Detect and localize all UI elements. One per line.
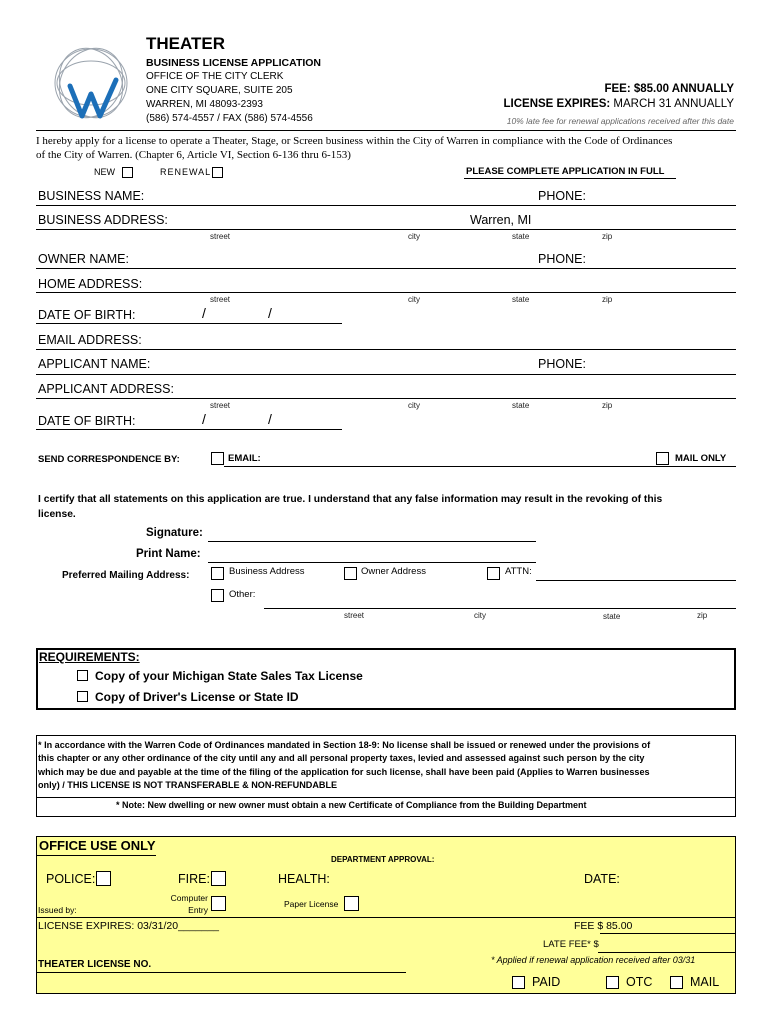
ordinance-line-4: only) / THIS LICENSE IS NOT TRANSFERABLE & NON-REFUNDABLE	[38, 780, 338, 790]
business-phone-label: PHONE:	[538, 189, 586, 203]
email-option-label: EMAIL:	[228, 453, 261, 464]
late-fee-label: LATE FEE* $	[543, 939, 599, 950]
pref-business-address-label: Business Address	[229, 566, 305, 577]
certificate-note: * Note: New dwelling or new owner must obtain a new Certificate of Compliance from the Building Department	[116, 800, 587, 810]
home-address-line[interactable]	[36, 292, 736, 293]
applicant-address-line[interactable]	[36, 398, 736, 399]
city-caption: city	[408, 295, 420, 304]
license-expires-label: LICENSE EXPIRES:	[503, 98, 611, 110]
pref-other-label: Other:	[229, 589, 256, 600]
state-caption: state	[512, 295, 530, 304]
applicant-name-line[interactable]	[36, 374, 736, 375]
zip-caption: zip	[602, 232, 613, 241]
form-title: THEATER	[146, 34, 226, 53]
req-sales-tax-checkbox[interactable]	[77, 670, 88, 681]
zip-caption: zip	[697, 611, 708, 620]
applicant-name-label: APPLICANT NAME:	[38, 357, 151, 371]
mail-only-checkbox[interactable]	[656, 452, 669, 465]
applicant-phone-label: PHONE:	[538, 357, 586, 371]
home-address-label: HOME ADDRESS:	[38, 277, 143, 291]
office-use-heading: OFFICE USE ONLY	[39, 838, 156, 853]
fee-line	[600, 933, 736, 934]
paid-label: PAID	[532, 975, 561, 989]
renewal-label: RENEWAL	[160, 167, 212, 177]
signature-label: Signature:	[146, 527, 203, 539]
dob-slash: /	[202, 305, 206, 321]
theater-license-no-label: THEATER LICENSE NO.	[38, 959, 152, 970]
preferred-mailing-label: Preferred Mailing Address:	[62, 570, 190, 581]
police-checkbox[interactable]	[96, 871, 111, 886]
street-caption: street	[210, 232, 231, 241]
street-caption: street	[210, 295, 231, 304]
street-caption: street	[210, 401, 231, 410]
office-phone: (586) 574-4557 / FAX (586) 574-4556	[146, 113, 313, 124]
mail-only-label: MAIL ONLY	[675, 453, 727, 464]
zip-caption: zip	[602, 295, 613, 304]
ordinance-line-3: which may be due and payable at the time of the filing of the application for such license, shall have been paid (Applies to Warren businesses	[38, 767, 650, 777]
police-label: POLICE:	[46, 872, 96, 886]
date-label: DATE:	[584, 872, 620, 886]
late-fee-note: 10% late fee for renewal applications received after this date	[506, 116, 734, 126]
pref-owner-address-label: Owner Address	[361, 566, 426, 577]
city-caption: city	[474, 611, 486, 620]
new-label: NEW	[94, 167, 115, 177]
issued-by-rule	[36, 917, 736, 918]
req-sales-tax-label: Copy of your Michigan State Sales Tax License	[95, 669, 363, 683]
certify-line-2: license.	[38, 509, 76, 520]
computer-entry-label	[158, 892, 208, 916]
owner-name-line[interactable]	[36, 268, 736, 269]
fire-label: FIRE:	[178, 872, 210, 886]
office-address-1: ONE CITY SQUARE, SUITE 205	[146, 85, 293, 96]
city-caption: city	[408, 401, 420, 410]
pref-other-checkbox[interactable]	[211, 589, 224, 602]
dob-slash: /	[268, 411, 272, 427]
pref-attn-checkbox[interactable]	[487, 567, 500, 580]
signature-line[interactable]	[208, 541, 536, 542]
warren-logo-icon	[50, 42, 132, 124]
late-fee-line[interactable]	[598, 952, 736, 953]
applied-if-renewal-note: * Applied if renewal application received after 03/31	[491, 955, 696, 965]
otc-checkbox[interactable]	[606, 976, 619, 989]
owner-name-label: OWNER NAME:	[38, 252, 129, 266]
zip-caption: zip	[602, 401, 613, 410]
paid-checkbox[interactable]	[512, 976, 525, 989]
ordinance-divider	[36, 797, 736, 798]
mail-checkbox[interactable]	[670, 976, 683, 989]
header-divider	[36, 130, 736, 131]
applicant-address-label: APPLICANT ADDRESS:	[38, 382, 174, 396]
department-approval-label: DEPARTMENT APPROVAL:	[331, 855, 435, 864]
ordinance-line-1: * In accordance with the Warren Code of Ordinances mandated in Section 18-9: No license shall be issued or renewed under the provisions of	[38, 740, 651, 750]
dob-slash: /	[268, 305, 272, 321]
email-checkbox[interactable]	[211, 452, 224, 465]
intro-line-1: I hereby apply for a license to operate a Theater, Stage, or Screen business within the City of Warren in compliance with the Code of Ordinances	[36, 135, 673, 147]
ordinance-line-2: this chapter or any other ordinance of the city until any and all personal property taxes, levied and assessed against such person by the city	[38, 753, 645, 763]
print-name-label: Print Name:	[136, 548, 201, 560]
pref-business-address-checkbox[interactable]	[211, 567, 224, 580]
fee-annual: FEE: $85.00 ANNUALLY	[604, 83, 734, 95]
office-use-heading-rule	[36, 855, 156, 856]
business-address-line[interactable]	[36, 229, 736, 230]
pref-attn-label: ATTN:	[505, 566, 532, 577]
business-name-label: BUSINESS NAME:	[38, 189, 145, 203]
paper-license-label: Paper License	[284, 899, 339, 909]
intro-line-2: of the City of Warren. (Chapter 6, Article VI, Section 6-136 thru 6-153)	[36, 149, 351, 161]
req-drivers-license-checkbox[interactable]	[77, 691, 88, 702]
business-address-label: BUSINESS ADDRESS:	[38, 213, 168, 227]
computer-entry-checkbox[interactable]	[211, 896, 226, 911]
state-caption: state	[512, 401, 530, 410]
mail-label: MAIL	[690, 975, 720, 989]
computer-label: Computer	[170, 893, 208, 903]
email-address-line[interactable]	[36, 349, 736, 350]
city-caption: city	[408, 232, 420, 241]
office-fee: FEE $ 85.00	[574, 920, 633, 932]
req-drivers-license-label: Copy of Driver's License or State ID	[95, 690, 299, 704]
complete-note-underline	[464, 178, 676, 179]
certify-line-1: I certify that all statements on this application are true. I understand that any false information may result in the revoking of this	[38, 494, 663, 505]
office-name: OFFICE OF THE CITY CLERK	[146, 71, 284, 82]
business-city-prefill: Warren, MI	[470, 213, 532, 227]
email-address-label: EMAIL ADDRESS:	[38, 333, 142, 347]
send-correspondence-label: SEND CORRESPONDENCE BY:	[38, 454, 180, 465]
attn-line[interactable]	[536, 580, 736, 581]
license-expires-field: LICENSE EXPIRES: 03/31/20_______	[38, 920, 219, 932]
office-address-2: WARREN, MI 48093-2393	[146, 99, 263, 110]
renewal-checkbox[interactable]	[212, 167, 223, 178]
owner-dob-label: DATE OF BIRTH:	[38, 308, 136, 322]
owner-phone-label: PHONE:	[538, 252, 586, 266]
new-checkbox[interactable]	[122, 167, 133, 178]
business-name-line[interactable]	[36, 205, 736, 206]
print-name-line[interactable]	[208, 562, 536, 563]
license-expires	[504, 98, 735, 110]
license-expires-value: MARCH 31 ANNUALLY	[613, 98, 734, 110]
fire-checkbox[interactable]	[211, 871, 226, 886]
form-subtitle: BUSINESS LICENSE APPLICATION	[146, 57, 322, 69]
owner-dob-line[interactable]	[36, 323, 342, 324]
applicant-dob-label: DATE OF BIRTH:	[38, 414, 136, 428]
complete-in-full-note: PLEASE COMPLETE APPLICATION IN FULL	[466, 166, 665, 177]
email-option-line[interactable]	[224, 466, 736, 467]
health-label: HEALTH:	[278, 872, 330, 886]
otc-label: OTC	[626, 975, 653, 989]
pref-owner-address-checkbox[interactable]	[344, 567, 357, 580]
other-line[interactable]	[264, 608, 736, 609]
theater-license-no-line[interactable]	[36, 972, 406, 973]
dob-slash: /	[202, 411, 206, 427]
city-logo	[50, 42, 132, 124]
state-caption: state	[512, 232, 530, 241]
street-caption: street	[344, 611, 365, 620]
issued-by-label: Issued by:	[38, 905, 77, 915]
requirements-heading: REQUIREMENTS:	[39, 650, 140, 664]
paper-license-checkbox[interactable]	[344, 896, 359, 911]
state-caption: state	[603, 612, 621, 621]
entry-label: Entry	[188, 905, 208, 915]
applicant-dob-line[interactable]	[36, 429, 342, 430]
